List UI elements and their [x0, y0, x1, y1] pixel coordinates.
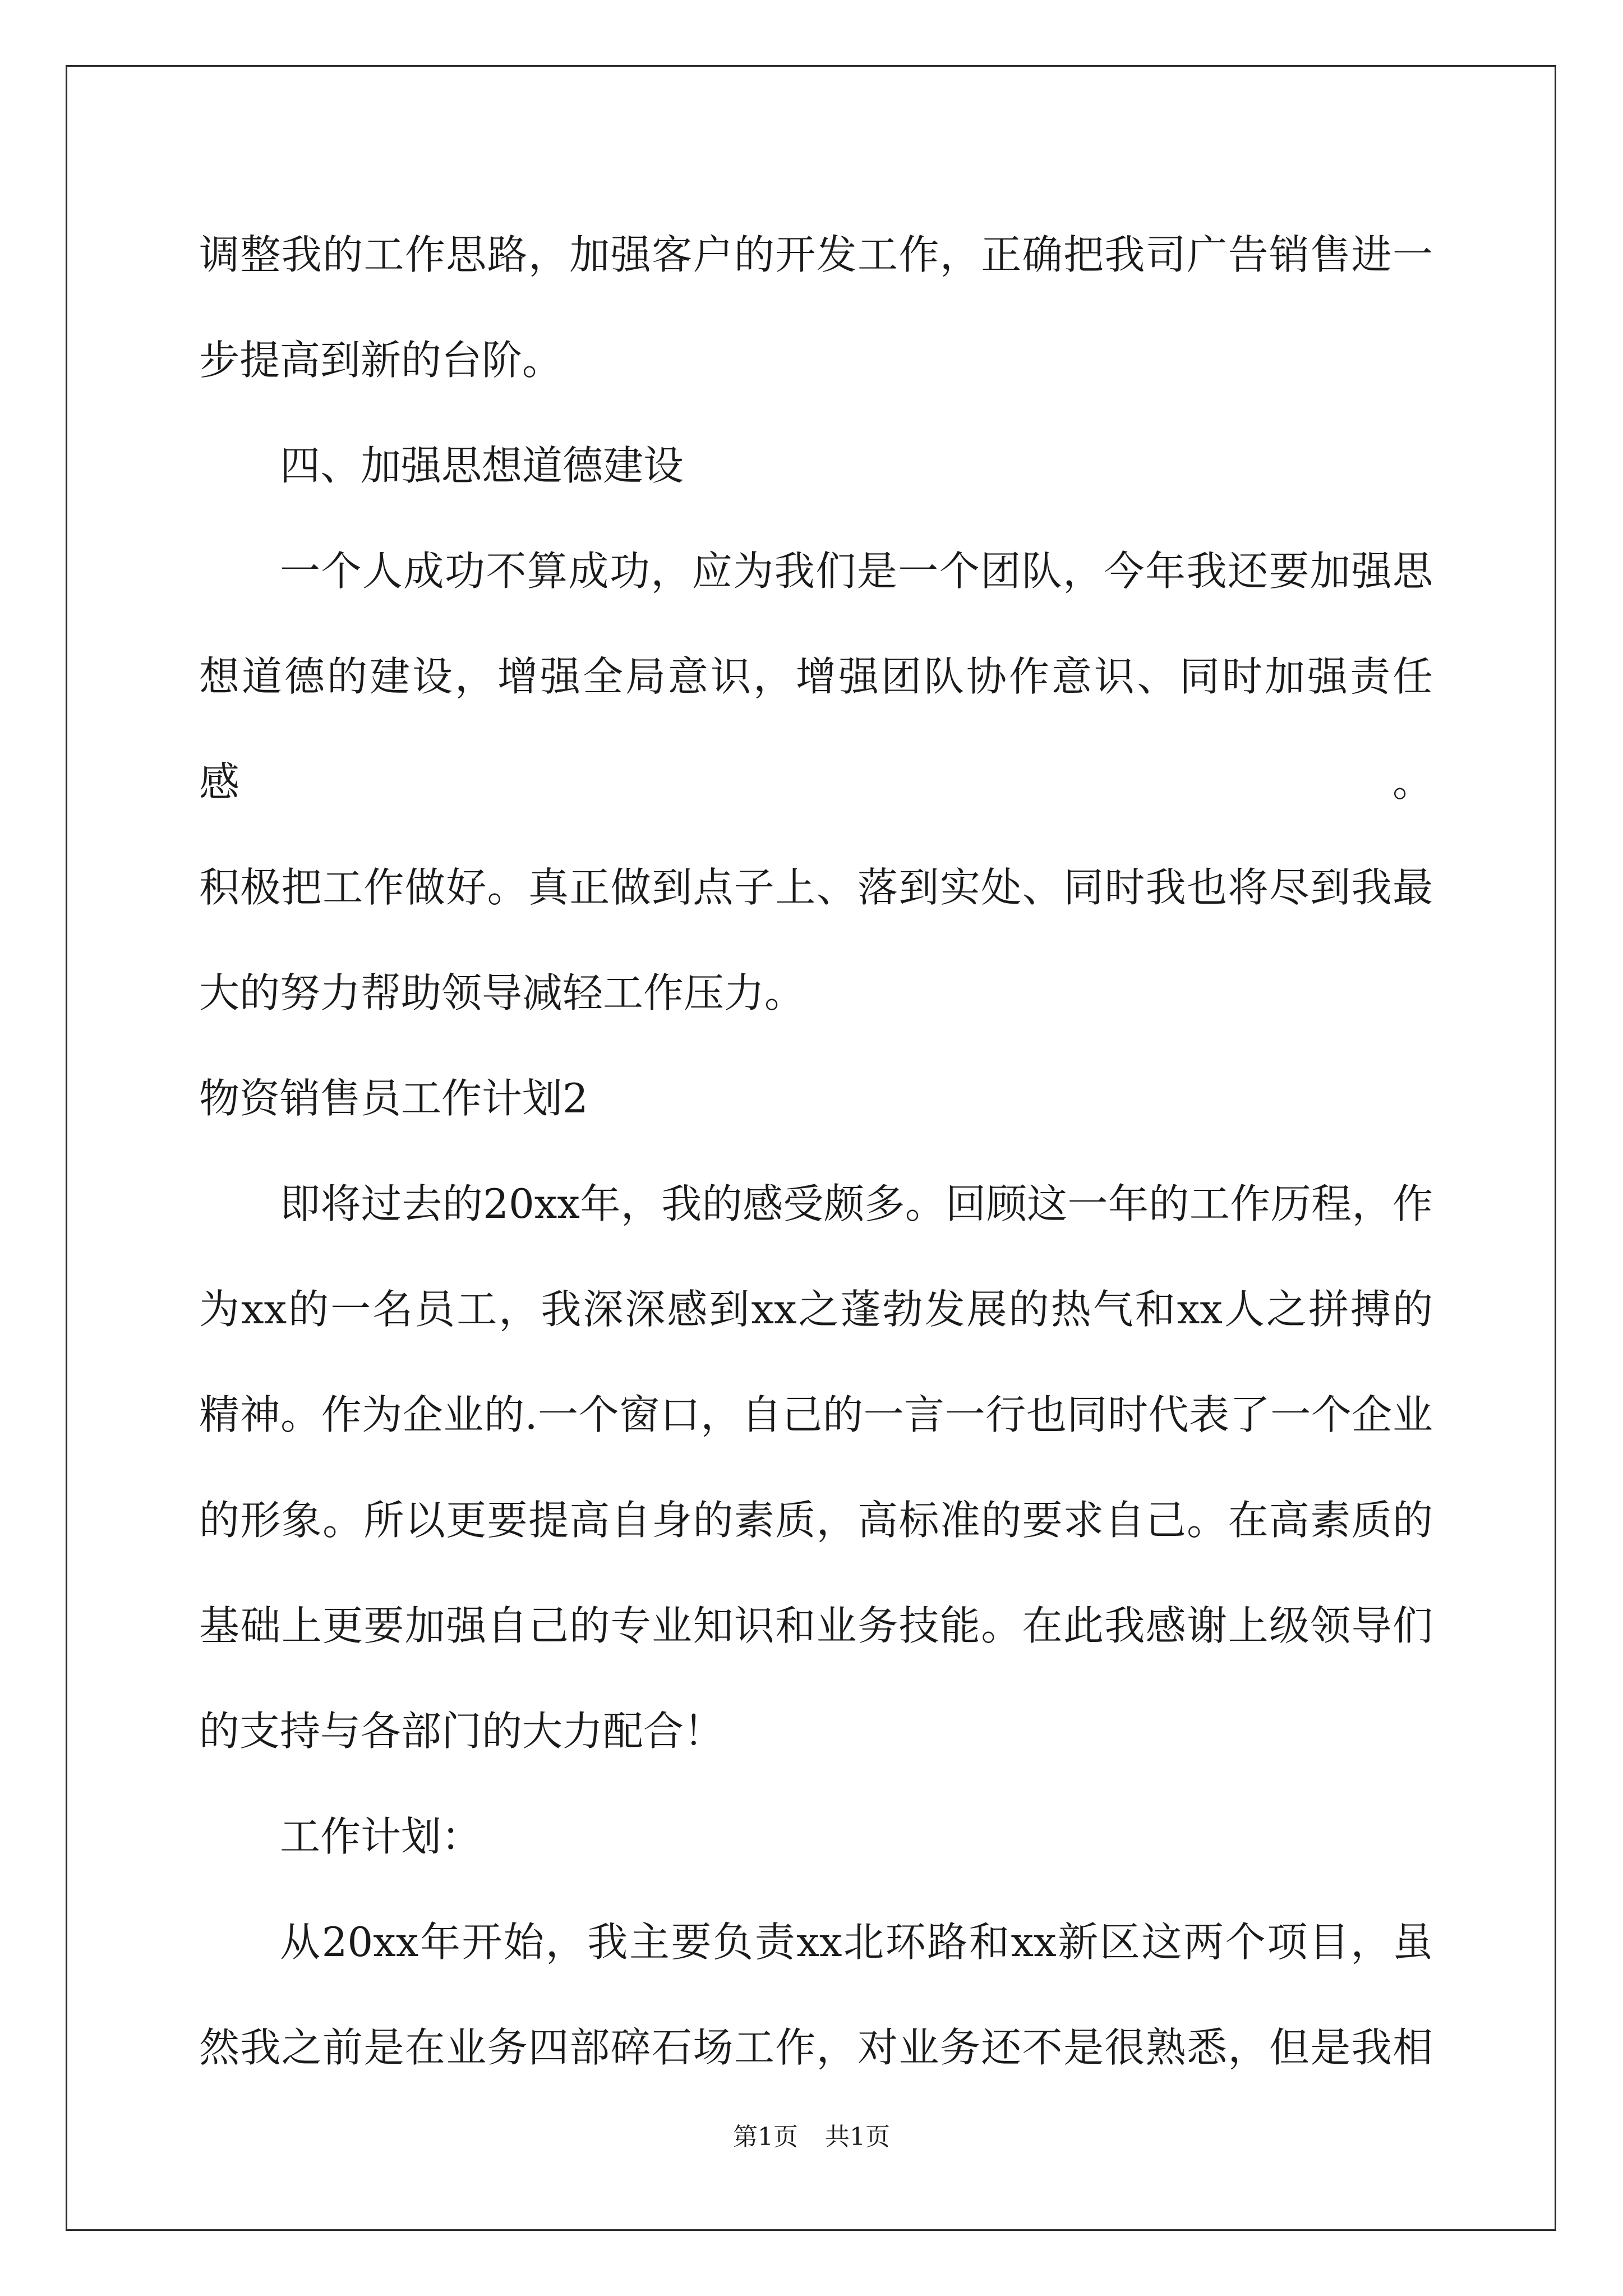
paragraph-line: 即将过去的20xx年，我的感受颇多。回顾这一年的工作历程，作 [280, 1180, 1433, 1227]
paragraph-line: 为xx的一名员工，我深深感到xx之蓬勃发展的热气和xx人之拼搏的 [199, 1286, 1433, 1333]
paragraph-line: 积极把工作做好。真正做到点子上、落到实处、同时我也将尽到我最 [199, 864, 1433, 911]
paragraph-line: 的支持与各部门的大力配合！ [199, 1708, 725, 1755]
document-body [199, 202, 1433, 2100]
paragraph-line: 一个人成功不算成功，应为我们是一个团队，今年我还要加强思 [280, 547, 1433, 595]
paragraph-line: 想道德的建设，增强全局意识，增强团队协作意识、同时加强责任感。 [199, 653, 1433, 806]
paragraph-line: 大的努力帮助领导减轻工作压力。 [199, 969, 805, 1016]
page-footer [0, 2120, 1623, 2154]
paragraph-line: 基础上更要加强自己的专业知识和业务技能。在此我感谢上级领导们 [199, 1602, 1433, 1649]
document-title: 物资销售员工作计划2 [199, 1075, 588, 1122]
paragraph-line: 然我之前是在业务四部碎石场工作，对业务还不是很熟悉，但是我相 [199, 2024, 1433, 2071]
paragraph-line: 调整我的工作思路，加强客户的开发工作，正确把我司广告销售进一 [199, 231, 1433, 278]
paragraph-line: 精神。作为企业的.一个窗口，自己的一言一行也同时代表了一个企业 [199, 1391, 1433, 1438]
paragraph-line: 从20xx年开始，我主要负责xx北环路和xx新区这两个项目，虽 [280, 1918, 1433, 1966]
section-heading: 工作计划： [280, 1813, 482, 1860]
page-total: 共1页 [825, 2123, 890, 2151]
paragraph-line: 的形象。所以更要提高自身的素质，高标准的要求自己。在高素质的 [199, 1497, 1433, 1544]
section-heading: 四、加强思想道德建设 [280, 442, 684, 489]
paragraph-line: 步提高到新的台阶。 [199, 337, 563, 384]
page-number: 第1页 [733, 2123, 798, 2151]
